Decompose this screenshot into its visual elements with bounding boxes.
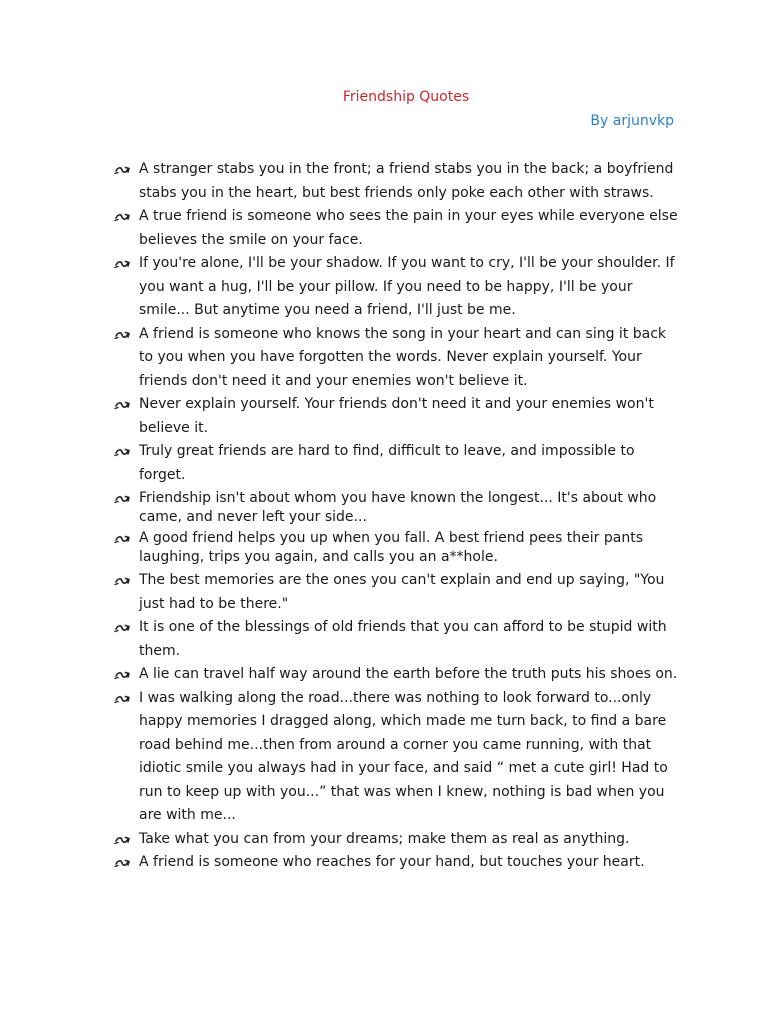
list-item xyxy=(114,529,684,567)
quote-text: A good friend helps you up when you fall. A best friend pees their pants laughing, trips you again, and calls you an a**hole. xyxy=(139,530,643,565)
document-title: Friendship Quotes xyxy=(342,89,470,105)
quote-text: A friend is someone who reaches for your hand, but touches your heart. xyxy=(139,854,645,870)
quote-list xyxy=(114,158,684,875)
quote-text: I was walking along the road...there was nothing to look forward to...only happy memories I dragged along, which made me turn back, to find a bare road behind me...then from around a corner you came running, with that idiotic smile you always had in your face, and said “ met a cute girl! Had to run to keep up with you...” that was when I knew, nothing is bad when you are with me... xyxy=(139,689,668,823)
swirl-arrow-icon xyxy=(114,855,132,869)
list-item xyxy=(114,663,684,687)
document-author: By arjunvkp xyxy=(590,113,674,129)
quote-text: A friend is someone who knows the song in your heart and can sing it back to you when you have forgotten the words. Never explain yourself. Your friends don't need it and your enemies won't believe it. xyxy=(139,325,667,389)
swirl-arrow-icon xyxy=(114,667,132,681)
swirl-arrow-icon xyxy=(114,491,132,505)
swirl-arrow-icon xyxy=(114,327,132,341)
list-item xyxy=(114,569,684,616)
quote-text: It is one of the blessings of old friends that you can afford to be stupid with them. xyxy=(139,619,667,659)
list-item xyxy=(114,252,684,323)
list-item xyxy=(114,687,684,828)
list-item xyxy=(114,828,684,852)
swirl-arrow-icon xyxy=(114,162,132,176)
swirl-arrow-icon xyxy=(114,573,132,587)
quote-text: A lie can travel half way around the earth before the truth puts his shoes on. xyxy=(139,666,678,682)
list-item xyxy=(114,158,684,205)
list-item xyxy=(114,205,684,252)
list-item xyxy=(114,323,684,394)
quote-text: If you're alone, I'll be your shadow. If you want to cry, I'll be your shoulder. If you want a hug, I'll be your pillow. If you need to be happy, I'll be your smile... But anytime you need a friend, I'll just be me. xyxy=(139,255,675,318)
swirl-arrow-icon xyxy=(114,256,132,270)
swirl-arrow-icon xyxy=(114,691,132,705)
list-item xyxy=(114,440,684,487)
swirl-arrow-icon xyxy=(114,209,132,223)
swirl-arrow-icon xyxy=(114,620,132,634)
quote-text: Take what you can from your dreams; make them as real as anything. xyxy=(139,830,630,847)
swirl-arrow-icon xyxy=(114,832,132,846)
quote-text: Friendship isn't about whom you have known the longest... It's about who came, and never left your side... xyxy=(139,490,657,525)
quote-text: Truly great friends are hard to find, difficult to leave, and impossible to forget. xyxy=(139,443,635,483)
list-item xyxy=(114,616,684,663)
list-item xyxy=(114,851,684,875)
swirl-arrow-icon xyxy=(114,397,132,411)
swirl-arrow-icon xyxy=(114,444,132,458)
list-item xyxy=(114,489,684,527)
quote-text: A true friend is someone who sees the pain in your eyes while everyone else believes the smile on your face. xyxy=(139,208,678,248)
list-item xyxy=(114,393,684,440)
quote-text: A stranger stabs you in the front; a friend stabs you in the back; a boyfriend stabs you in the heart, but best friends only poke each other with straws. xyxy=(139,161,674,201)
quote-text: Never explain yourself. Your friends don't need it and your enemies won't believe it. xyxy=(139,396,654,436)
quote-text: The best memories are the ones you can't explain and end up saying, "You just had to be there." xyxy=(139,572,665,612)
swirl-arrow-icon xyxy=(114,531,132,545)
